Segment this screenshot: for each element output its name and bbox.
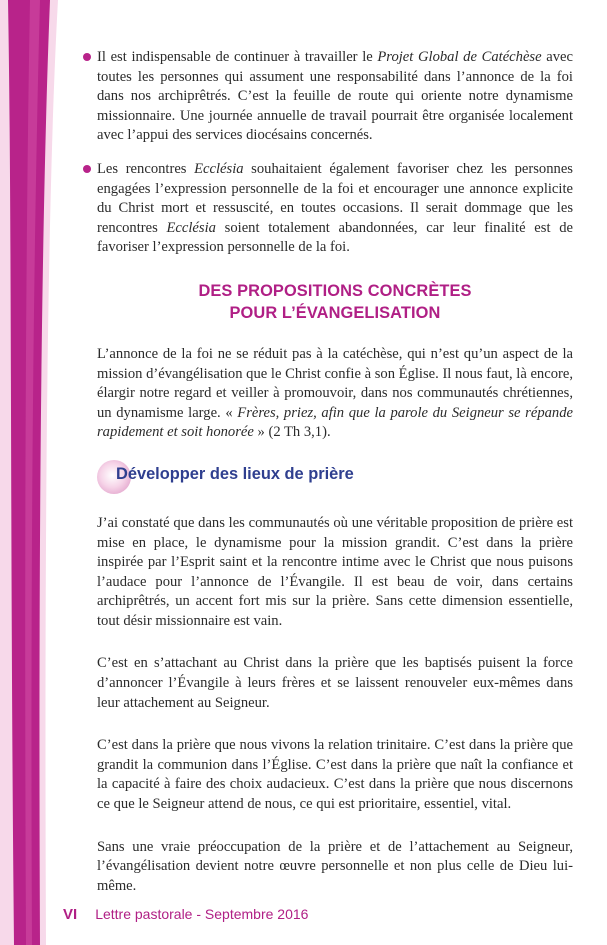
project-title: Projet Global de Catéchèse <box>377 49 542 65</box>
decorative-page-edge <box>0 0 60 945</box>
section-intro: L’annonce de la foi ne se réduit pas à la catéchèse, qui n’est qu’un aspect de la mission d’évangélisation que le Christ confie à son Église. Il nous faut, là encore, élargir notre regard et veiller à promouvoir, dans nos communautés chrétiennes, un dynamisme large. « Frères, priez, afin que la parole du Seigneur se répande rapidement et soit honorée » (2 Th 3,1). <box>97 345 573 441</box>
body-paragraph: J’ai constaté que dans les communautés où une véritable proposition de prière est mise en place, le dynamisme pour la mission grandit. C’est dans la prière inspirée par l’Esprit saint et la rencontre intime avec le Christ que nous puisons l’audace pour l’annonce de l’Évangile. Il est beau de voir, dans certains archiprêtrés, un accent fort mis sur la prière. Sans cette dimension essentielle, tout désir missionnaire est vain. <box>97 514 573 629</box>
body-paragraph: C’est en s’attachant au Christ dans la prière que les baptisés puisent la force d’annoncer l’Évangile à leurs frères et se laissent renouveler eux-mêmes dans leur attachement au Seigneur. <box>97 655 573 711</box>
section-heading: DES PROPOSITIONS CONCRÈTES POUR L’ÉVANGELISATION <box>198 281 472 322</box>
page-number: VI <box>63 906 78 923</box>
bullet-item: Il est indispensable de continuer à travailler le Projet Global de Catéchèse avec toutes les personnes qui assument une responsabilité dans l’annonce de la foi dans nos archiprêtrés. C’est la feuille de route qui oriente notre dynamisme missionnaire. Une journée annuelle de travail pourrait être organisée localement avec l’appui des services diocésains concernés. <box>81 48 573 146</box>
publication-title: Lettre pastorale - Septembre 2016 <box>95 906 309 922</box>
subsection-heading: Développer des lieux de prière <box>97 460 573 494</box>
body-paragraph: Sans une vraie préoccupation de la prière et de l’attachement au Seigneur, l’évangélisation devient notre œuvre personnelle et non plus celle de Dieu lui-même. <box>97 838 573 894</box>
bullet-dot-icon <box>83 165 91 173</box>
page-footer <box>63 906 308 923</box>
body-paragraph: C’est dans la prière que nous vivons la relation trinitaire. C’est dans la prière que grandit la communion dans l’Église. C’est dans la prière que naît la confiance et la capacité à faire des choix audacieux. C’est dans la prière que nous discernons ce que le Seigneur attend de nous, ce qui est prioritaire, essentiel, vital. <box>97 737 573 813</box>
scripture-quote: Frères, priez, afin que la parole du Seigneur se répande rapidement et soit honorée <box>97 404 573 441</box>
page-content <box>97 48 573 896</box>
bullet-item: Les rencontres Ecclésia souhaitaient également favoriser chez les personnes engagées l’expression personnelle de la foi et encourager une annonce explicite du Christ mort et ressuscité, en toutes occasions. Il serait dommage que les rencontres Ecclésia soient totalement abandonnées, car leur finalité est de favoriser l’expression personnelle de la foi. <box>81 160 573 258</box>
bullet-dot-icon <box>83 53 91 61</box>
